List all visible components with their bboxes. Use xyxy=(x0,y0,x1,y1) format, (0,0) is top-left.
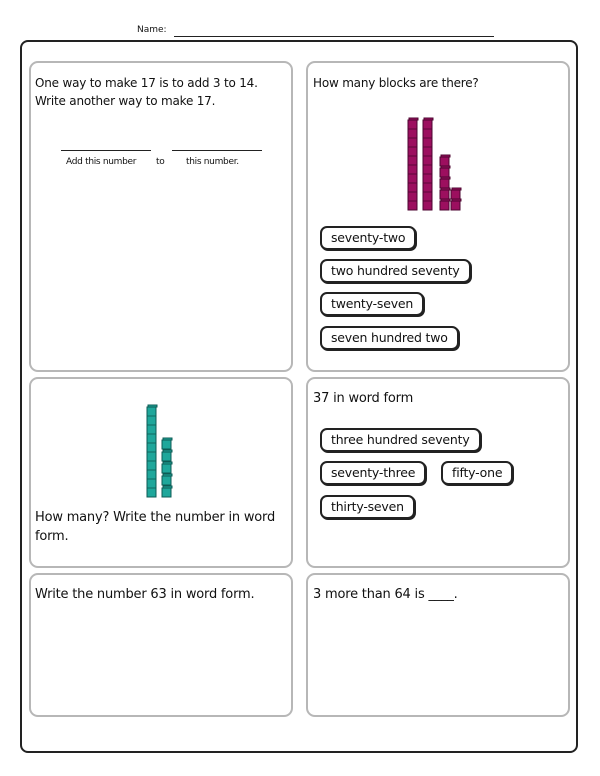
q1-label-this: this number. xyxy=(186,157,239,167)
q4-choice-4[interactable]: thirty-seven xyxy=(320,495,415,519)
ones-cube xyxy=(162,452,171,461)
ones-cube-top xyxy=(163,486,172,488)
q2-choice-4[interactable]: seven hundred two xyxy=(320,326,459,350)
q1-prompt-line-1: One way to make 17 is to add 3 to 14. xyxy=(35,76,258,90)
q4-choice-2[interactable]: seventy-three xyxy=(320,461,426,485)
ones-cube xyxy=(162,440,171,449)
q5-prompt: Write the number 63 in word form. xyxy=(35,587,255,602)
q2-choice-1[interactable]: seventy-two xyxy=(320,226,416,250)
q1-label-add: Add this number xyxy=(66,157,137,167)
q1-prompt-line-2: Write another way to make 17. xyxy=(35,94,216,108)
ones-cube xyxy=(162,488,171,497)
q6-prompt: 3 more than 64 is ____. xyxy=(313,587,458,602)
ones-cube-top xyxy=(163,450,172,452)
tens-rod-top xyxy=(148,405,157,407)
ones-cube xyxy=(162,464,171,473)
name-label: Name: xyxy=(137,25,167,35)
ones-cube-top xyxy=(163,438,172,440)
q2-prompt: How many blocks are there? xyxy=(313,76,479,90)
q1-label-to: to xyxy=(156,157,165,167)
q4-prompt: 37 in word form xyxy=(313,391,414,406)
ones-cube-top xyxy=(163,474,172,476)
ones-cube xyxy=(162,476,171,485)
q3-prompt-line-2: form. xyxy=(35,529,69,544)
q3-prompt-line-1: How many? Write the number in word xyxy=(35,510,276,525)
ones-cube-top xyxy=(163,462,172,464)
q4-choice-1[interactable]: three hundred seventy xyxy=(320,428,481,452)
q4-choice-3[interactable]: fifty-one xyxy=(441,461,513,485)
q2-choice-3[interactable]: twenty-seven xyxy=(320,292,424,316)
q2-choice-2[interactable]: two hundred seventy xyxy=(320,259,471,283)
